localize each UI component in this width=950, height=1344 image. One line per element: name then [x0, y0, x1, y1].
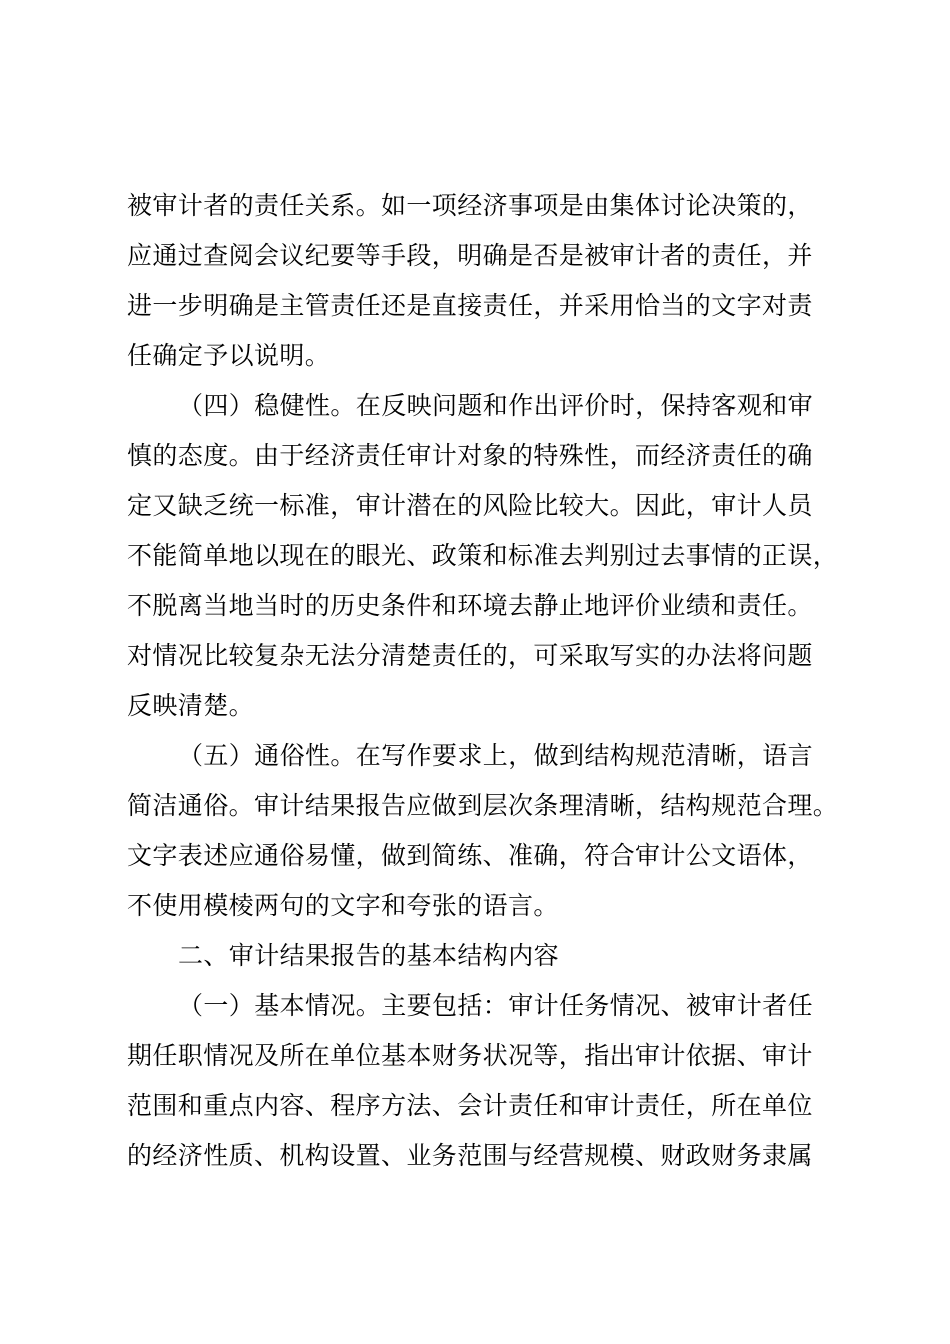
- text-line: 不使用模棱两句的文字和夸张的语言。: [127, 891, 559, 920]
- text-line: 定又缺乏统一标准，审计潜在的风险比较大。因此，审计人员: [127, 491, 813, 520]
- paragraph-start-line: （四）稳健性。在反映问题和作出评价时，保持客观和审: [178, 391, 814, 420]
- text-line: 任确定予以说明。: [127, 341, 331, 370]
- text-line: 期任职情况及所在单位基本财务状况等，指出审计依据、审计: [127, 1041, 813, 1070]
- text-line: 被审计者的责任关系。如一项经济事项是由集体讨论决策的，: [127, 191, 813, 220]
- text-line: 反映清楚。: [127, 691, 255, 720]
- text-line: 不能简单地以现在的眼光、政策和标准去判别过去事情的正误，: [127, 541, 839, 570]
- text-line: 应通过查阅会议纪要等手段，明确是否是被审计者的责任，并: [127, 241, 813, 270]
- text-line: 不脱离当地当时的历史条件和环境去静止地评价业绩和责任。: [127, 591, 813, 620]
- text-line: 文字表述应通俗易懂，做到简练、准确，符合审计公文语体，: [127, 841, 813, 870]
- text-line: 范围和重点内容、程序方法、会计责任和审计责任，所在单位: [127, 1091, 813, 1120]
- text-line: 进一步明确是主管责任还是直接责任，并采用恰当的文字对责: [127, 291, 813, 320]
- text-line: 对情况比较复杂无法分清楚责任的，可采取写实的办法将问题: [127, 641, 813, 670]
- text-line: 简洁通俗。审计结果报告应做到层次条理清晰，结构规范合理。: [127, 791, 839, 820]
- text-line: 的经济性质、机构设置、业务范围与经营规模、财政财务隶属: [127, 1141, 813, 1170]
- section-heading: 二、审计结果报告的基本结构内容: [178, 941, 560, 970]
- paragraph-start-line: （一）基本情况。主要包括：审计任务情况、被审计者任: [178, 991, 814, 1020]
- paragraph-start-line: （五）通俗性。在写作要求上，做到结构规范清晰，语言: [178, 741, 814, 770]
- text-line: 慎的态度。由于经济责任审计对象的特殊性，而经济责任的确: [127, 441, 813, 470]
